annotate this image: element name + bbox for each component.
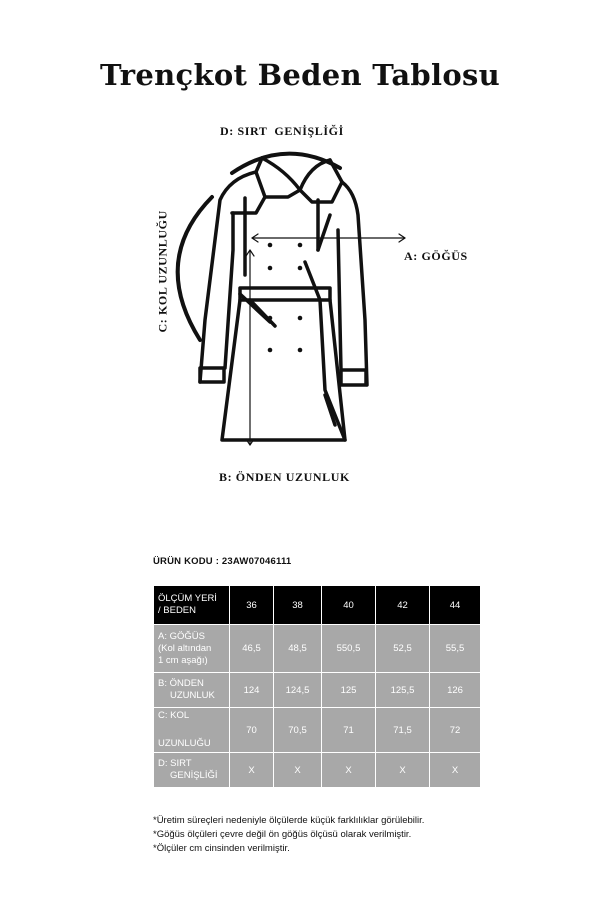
coat-outline — [200, 158, 367, 440]
table-cell: X — [230, 753, 274, 788]
row-label-line: D: SIRT — [158, 758, 192, 769]
row-label-line: UZUNLUĞU — [158, 738, 211, 749]
size-header-row — [154, 586, 481, 625]
table-cell: 70,5 — [274, 708, 322, 753]
table-row — [154, 708, 481, 753]
row-label — [154, 673, 230, 708]
footnote: *Ölçüler cm cinsinden verilmiştir. — [153, 843, 290, 854]
table-cell: 72 — [430, 708, 481, 753]
coat-buttons — [268, 243, 303, 353]
table-cell: X — [376, 753, 430, 788]
sleeve-length-label: C: KOL UZUNLUĞU — [155, 210, 170, 333]
measurement-header-line: ÖLÇÜM YERİ — [158, 593, 217, 604]
page-title: Trençkot Beden Tablosu — [100, 58, 500, 92]
footnote: *Üretim süreçleri nedeniyle ölçülerde küçük farklılıklar görülebilir. — [153, 815, 425, 826]
back-width-label: D: SIRT GENİŞLİĞİ — [220, 124, 344, 138]
front-length-label: B: ÖNDEN UZUNLUK — [219, 470, 350, 484]
table-cell: 124 — [230, 673, 274, 708]
row-label — [154, 625, 230, 673]
row-label-line: 1 cm aşağı) — [158, 654, 208, 666]
size-header: 44 — [430, 586, 481, 625]
table-row — [154, 753, 481, 788]
front-length-arrow — [246, 250, 254, 445]
chest-label: A: GÖĞÜS — [404, 249, 468, 263]
table-cell: 52,5 — [376, 625, 430, 673]
row-label-line: A: GÖĞÜS — [158, 630, 205, 642]
table-cell: 550,5 — [322, 625, 376, 673]
table-row — [154, 673, 481, 708]
table-cell: 124,5 — [274, 673, 322, 708]
footnote: *Göğüs ölçüleri çevre değil ön göğüs ölçüsü olarak verilmiştir. — [153, 829, 412, 840]
table-cell: 126 — [430, 673, 481, 708]
size-header: 36 — [230, 586, 274, 625]
measurement-header — [154, 586, 230, 625]
measurement-header-line: / BEDEN — [158, 605, 197, 616]
row-label-line: (Kol altından — [158, 642, 212, 654]
table-cell: X — [430, 753, 481, 788]
chest-arrow — [252, 234, 405, 242]
row-label — [154, 708, 230, 753]
footnotes — [153, 814, 424, 856]
size-header: 42 — [376, 586, 430, 625]
product-code: ÜRÜN KODU : 23AW07046111 — [153, 556, 292, 567]
table-cell: 71,5 — [376, 708, 430, 753]
table-cell: X — [274, 753, 322, 788]
table-cell: 125,5 — [376, 673, 430, 708]
size-table — [153, 585, 481, 788]
table-cell: 48,5 — [274, 625, 322, 673]
size-header: 40 — [322, 586, 376, 625]
row-label — [154, 753, 230, 788]
row-label-line: B: ÖNDEN — [158, 678, 204, 689]
row-label-line: C: KOL — [158, 710, 190, 721]
table-cell: 125 — [322, 673, 376, 708]
size-header: 38 — [274, 586, 322, 625]
table-cell: 70 — [230, 708, 274, 753]
table-cell: X — [322, 753, 376, 788]
table-row — [154, 625, 481, 673]
row-label-line: GENİŞLİĞİ — [170, 770, 218, 781]
table-cell: 55,5 — [430, 625, 481, 673]
table-cell: 71 — [322, 708, 376, 753]
table-cell: 46,5 — [230, 625, 274, 673]
row-label-line: UZUNLUK — [170, 690, 215, 701]
